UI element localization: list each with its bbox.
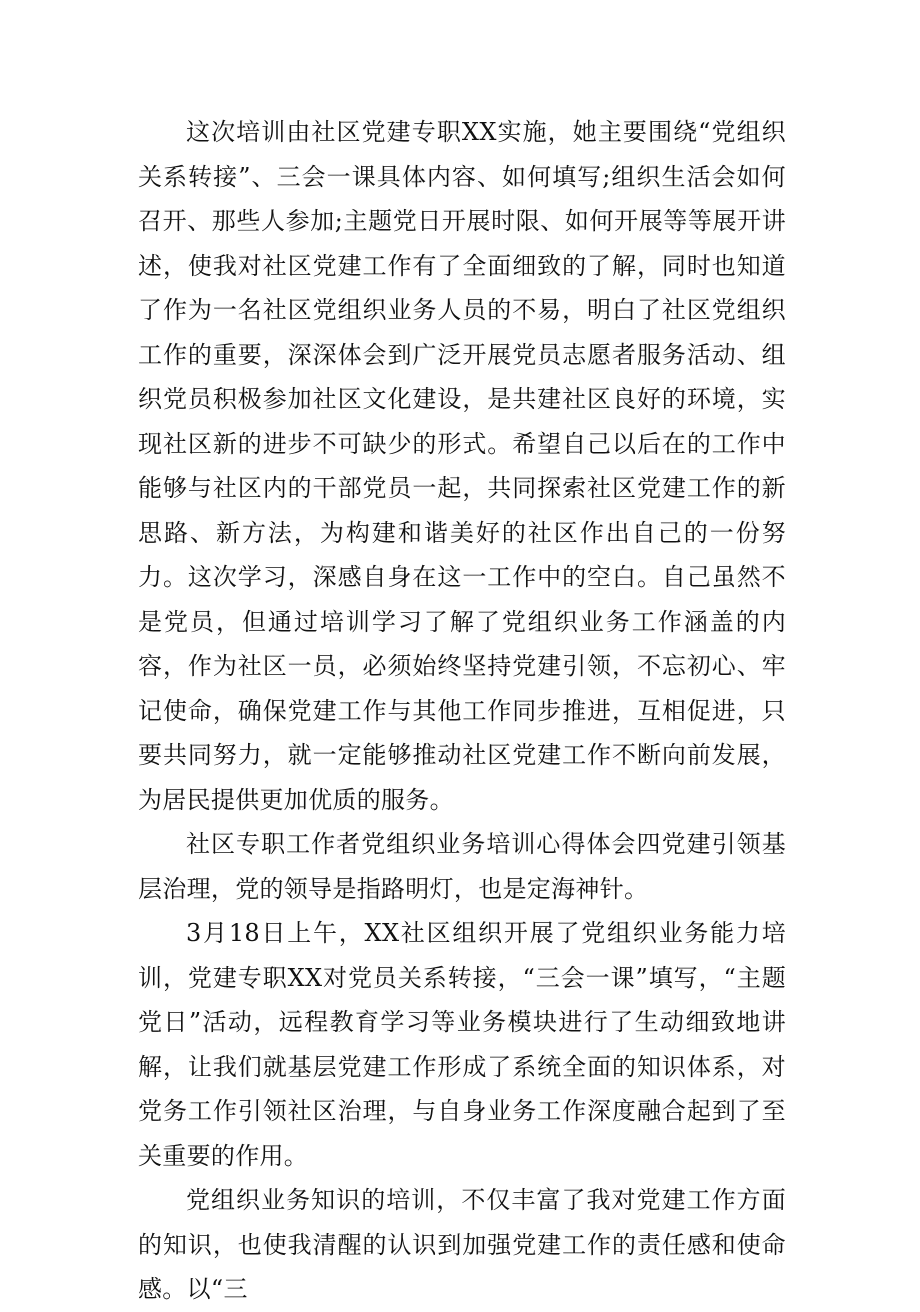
document-body [138, 110, 786, 1312]
paragraph-1: 这次培训由社区党建专职XX实施，她主要围绕“党组织关系转接”、三会一课具体内容、如何填写;组织生活会如何召开、那些人参加;主题党日开展时限、如何开展等等展开讲述，使我对社区党建工作有了全面细致的了解，同时也知道了作为一名社区党组织业务人员的不易，明白了社区党组织工作的重要，深深体会到广泛开展党员志愿者服务活动、组织党员积极参加社区文化建设，是共建社区良好的环境，实现社区新的进步不可缺少的形式。希望自己以后在的工作中能够与社区内的干部党员一起，共同探索社区党建工作的新思路、新方法，为构建和谐美好的社区作出自己的一份努力。这次学习，深感自身在这一工作中的空白。自己虽然不是党员，但通过培训学习了解了党组织业务工作涵盖的内容，作为社区一员，必须始终坚持党建引领，不忘初心、牢记使命，确保党建工作与其他工作同步推进，互相促进，只要共同努力，就一定能够推动社区党建工作不断向前发展，为居民提供更加优质的服务。 [138, 118, 786, 814]
paragraph-4: 党组织业务知识的培训，不仅丰富了我对党建工作方面的知识，也使我清醒的认识到加强党建工作的责任感和使命感。以“三 [138, 1186, 786, 1303]
paragraph-2: 社区专职工作者党组织业务培训心得体会四党建引领基层治理，党的领导是指路明灯，也是定海神针。 [138, 830, 786, 903]
paragraph-3: 3月18日上午，XX社区组织开展了党组织业务能力培训，党建专职XX对党员关系转接，“三会一课”填写，“主题党日”活动，远程教育学习等业务模块进行了生动细致地讲解，让我们就基层党建工作形成了系统全面的知识体系，对党务工作引领社区治理，与自身业务工作深度融合起到了至关重要的作用。 [138, 919, 786, 1170]
